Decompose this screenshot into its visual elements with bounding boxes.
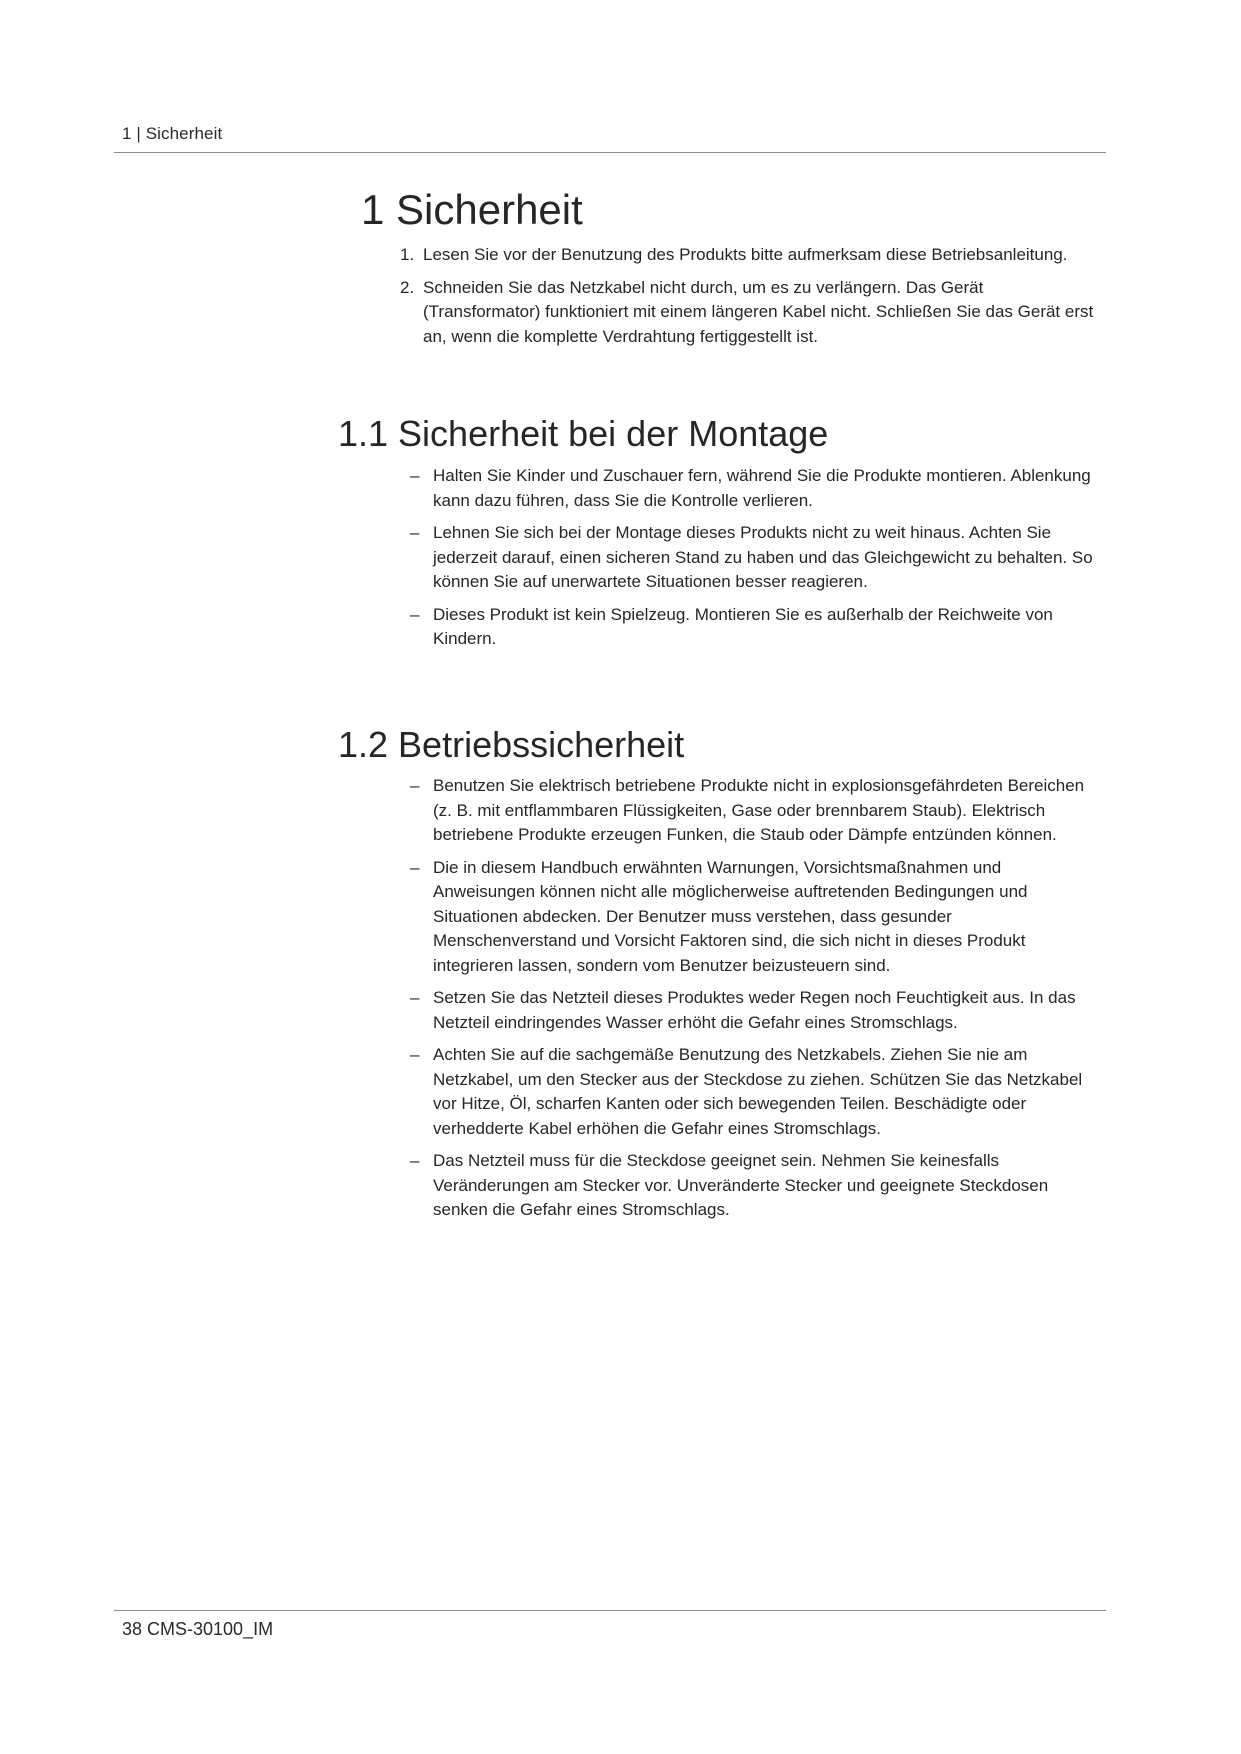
running-footer: 38 CMS-30100_IM — [122, 1619, 274, 1639]
header-rule — [114, 152, 1106, 153]
list-item-text: Setzen Sie das Netzteil dieses Produktes weder Regen noch Feuchtigkeit aus. In das Netzteil eindringendes Wasser erhöht die Gefahr eines Stromschlags. — [433, 988, 1076, 1032]
list-item — [410, 1149, 1100, 1223]
intro-numbered-list — [400, 243, 1100, 357]
list-item-text: Halten Sie Kinder und Zuschauer fern, während Sie die Produkte montieren. Ablenkung kann dazu führen, dass Sie die Kontrolle verlieren. — [433, 466, 1091, 510]
running-header: 1 | Sicherheit — [122, 124, 223, 143]
dash-marker: – — [410, 776, 420, 795]
dash-marker: – — [410, 988, 420, 1007]
list-item — [410, 856, 1100, 979]
list-item-text: Lehnen Sie sich bei der Montage dieses Produkts nicht zu weit hinaus. Achten Sie jederzeit darauf, einen sicheren Stand zu haben und das Gleichgewicht zu behalten. So können Sie auf unerwartete Situationen besser reagieren. — [433, 523, 1093, 591]
list-item — [410, 521, 1100, 595]
list-item-text: Schneiden Sie das Netzkabel nicht durch, um es zu verlängern. Das Gerät (Transformator) funktioniert mit einem längeren Kabel nicht. Schließen Sie das Gerät erst an, wenn die komplette Verdrahtung fertiggestellt ist. — [423, 277, 1094, 346]
section-title-betriebssicherheit: 1.2 Betriebssicherheit — [338, 724, 685, 765]
footer-rule — [114, 1610, 1106, 1611]
dash-marker: – — [410, 857, 420, 877]
list-item — [400, 276, 1100, 350]
chapter-title: 1 Sicherheit — [361, 186, 583, 233]
list-item-text: Achten Sie auf die sachgemäße Benutzung des Netzkabels. Ziehen Sie nie am Netzkabel, um den Stecker aus der Steckdose zu ziehen. Schützen Sie das Netzkabel vor Hitze, Öl, scharfen Kanten oder sich bewegenden Teilen. Beschädigte oder verhedderte Kabel erhöhen die Gefahr eines Stromschlags. — [433, 1045, 1083, 1138]
dash-marker: – — [410, 523, 420, 542]
dash-marker: – — [410, 604, 420, 624]
list-item-text: Lesen Sie vor der Benutzung des Produkts bitte aufmerksam diese Betriebsanleitung. — [423, 245, 1068, 264]
betrieb-bullet-list — [410, 774, 1100, 1231]
list-item — [410, 986, 1100, 1035]
list-item — [410, 1043, 1100, 1141]
list-item-text: Dieses Produkt ist kein Spielzeug. Montieren Sie es außerhalb der Reichweite von Kindern. — [433, 604, 1053, 648]
list-item — [410, 603, 1100, 652]
dash-marker: – — [410, 1151, 420, 1170]
list-item — [410, 464, 1100, 513]
list-item-text: Die in diesem Handbuch erwähnten Warnungen, Vorsichtsmaßnahmen und Anweisungen können nicht alle möglicherweise auftretenden Bedingungen und Situationen abdecken. Der Benutzer muss verstehen, dass gesunder Menschenverstand und Vorsicht Faktoren sind, die sich nicht in dieses Produkt integrieren lassen, sondern vom Benutzer beizusteuern sind. — [433, 857, 1028, 975]
dash-marker: – — [410, 1045, 420, 1064]
section-title-montage: 1.1 Sicherheit bei der Montage — [338, 413, 829, 454]
list-item — [410, 774, 1100, 848]
list-item-text: Das Netzteil muss für die Steckdose geeignet sein. Nehmen Sie keinesfalls Veränderungen am Stecker vor. Unveränderte Stecker und geeignete Steckdosen senken die Gefahr eines Stromschlags. — [433, 1151, 1049, 1219]
list-marker: 1. — [400, 245, 415, 264]
list-marker: 2. — [400, 277, 415, 297]
dash-marker: – — [410, 466, 420, 485]
list-item — [400, 243, 1100, 268]
montage-bullet-list — [410, 464, 1100, 660]
list-item-text: Benutzen Sie elektrisch betriebene Produkte nicht in explosionsgefährdeten Bereichen (z. B. mit entflammbaren Flüssigkeiten, Gase oder brennbarem Staub). Elektrisch betriebene Produkte erzeugen Funken, die Staub oder Dämpfe entzünden können. — [433, 776, 1085, 844]
